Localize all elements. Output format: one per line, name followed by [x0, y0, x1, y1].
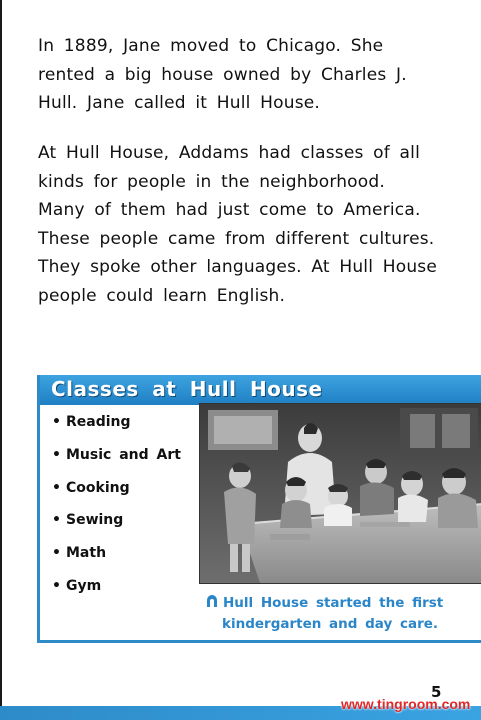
- paragraph-2: At Hull House, Addams had classes of all kinds for people in the neighborhood. Many of them had just come to America. These people came from different cultures. They spoke other languages. At Hull House people could learn English.: [38, 143, 438, 306]
- bullet-icon: •: [52, 577, 61, 594]
- classroom-photo-image: [200, 404, 481, 583]
- caption-line-1: Hull House started the first: [223, 595, 444, 611]
- list-item: [52, 504, 181, 537]
- caption-line-2: kindergarten and day care.: [222, 615, 439, 632]
- list-item: [52, 406, 181, 439]
- list-item-label: Music and Art: [66, 446, 181, 463]
- bullet-icon: •: [52, 545, 61, 562]
- bullet-icon: •: [52, 446, 61, 463]
- classes-sidebar-box: [37, 375, 481, 643]
- page-number: 5: [431, 683, 442, 701]
- page-edge-rule: [0, 0, 2, 720]
- list-item: [52, 472, 181, 505]
- paragraph-1: In 1889, Jane moved to Chicago. She rented a big house owned by Charles J. Hull. Jane called it Hull House.: [38, 36, 407, 113]
- hull-house-classroom-photo: [199, 403, 481, 584]
- list-item: [52, 537, 181, 570]
- list-item-label: Sewing: [66, 512, 124, 529]
- list-item-label: Reading: [66, 414, 131, 430]
- list-item-label: Math: [66, 545, 107, 562]
- list-item-label: Gym: [66, 577, 102, 594]
- photo-caption-icon: [206, 594, 218, 608]
- list-item: [52, 439, 181, 472]
- classes-list: [52, 406, 181, 603]
- sidebar-header: [40, 375, 481, 405]
- watermark: www.tingroom.com: [341, 696, 471, 712]
- list-item-label: Cooking: [66, 479, 130, 496]
- bullet-icon: •: [52, 414, 61, 430]
- list-item: [52, 570, 181, 603]
- bullet-icon: •: [52, 512, 61, 529]
- sidebar-title: Classes at Hull House: [51, 377, 323, 401]
- bullet-icon: •: [52, 479, 61, 496]
- photo-caption: [206, 593, 466, 634]
